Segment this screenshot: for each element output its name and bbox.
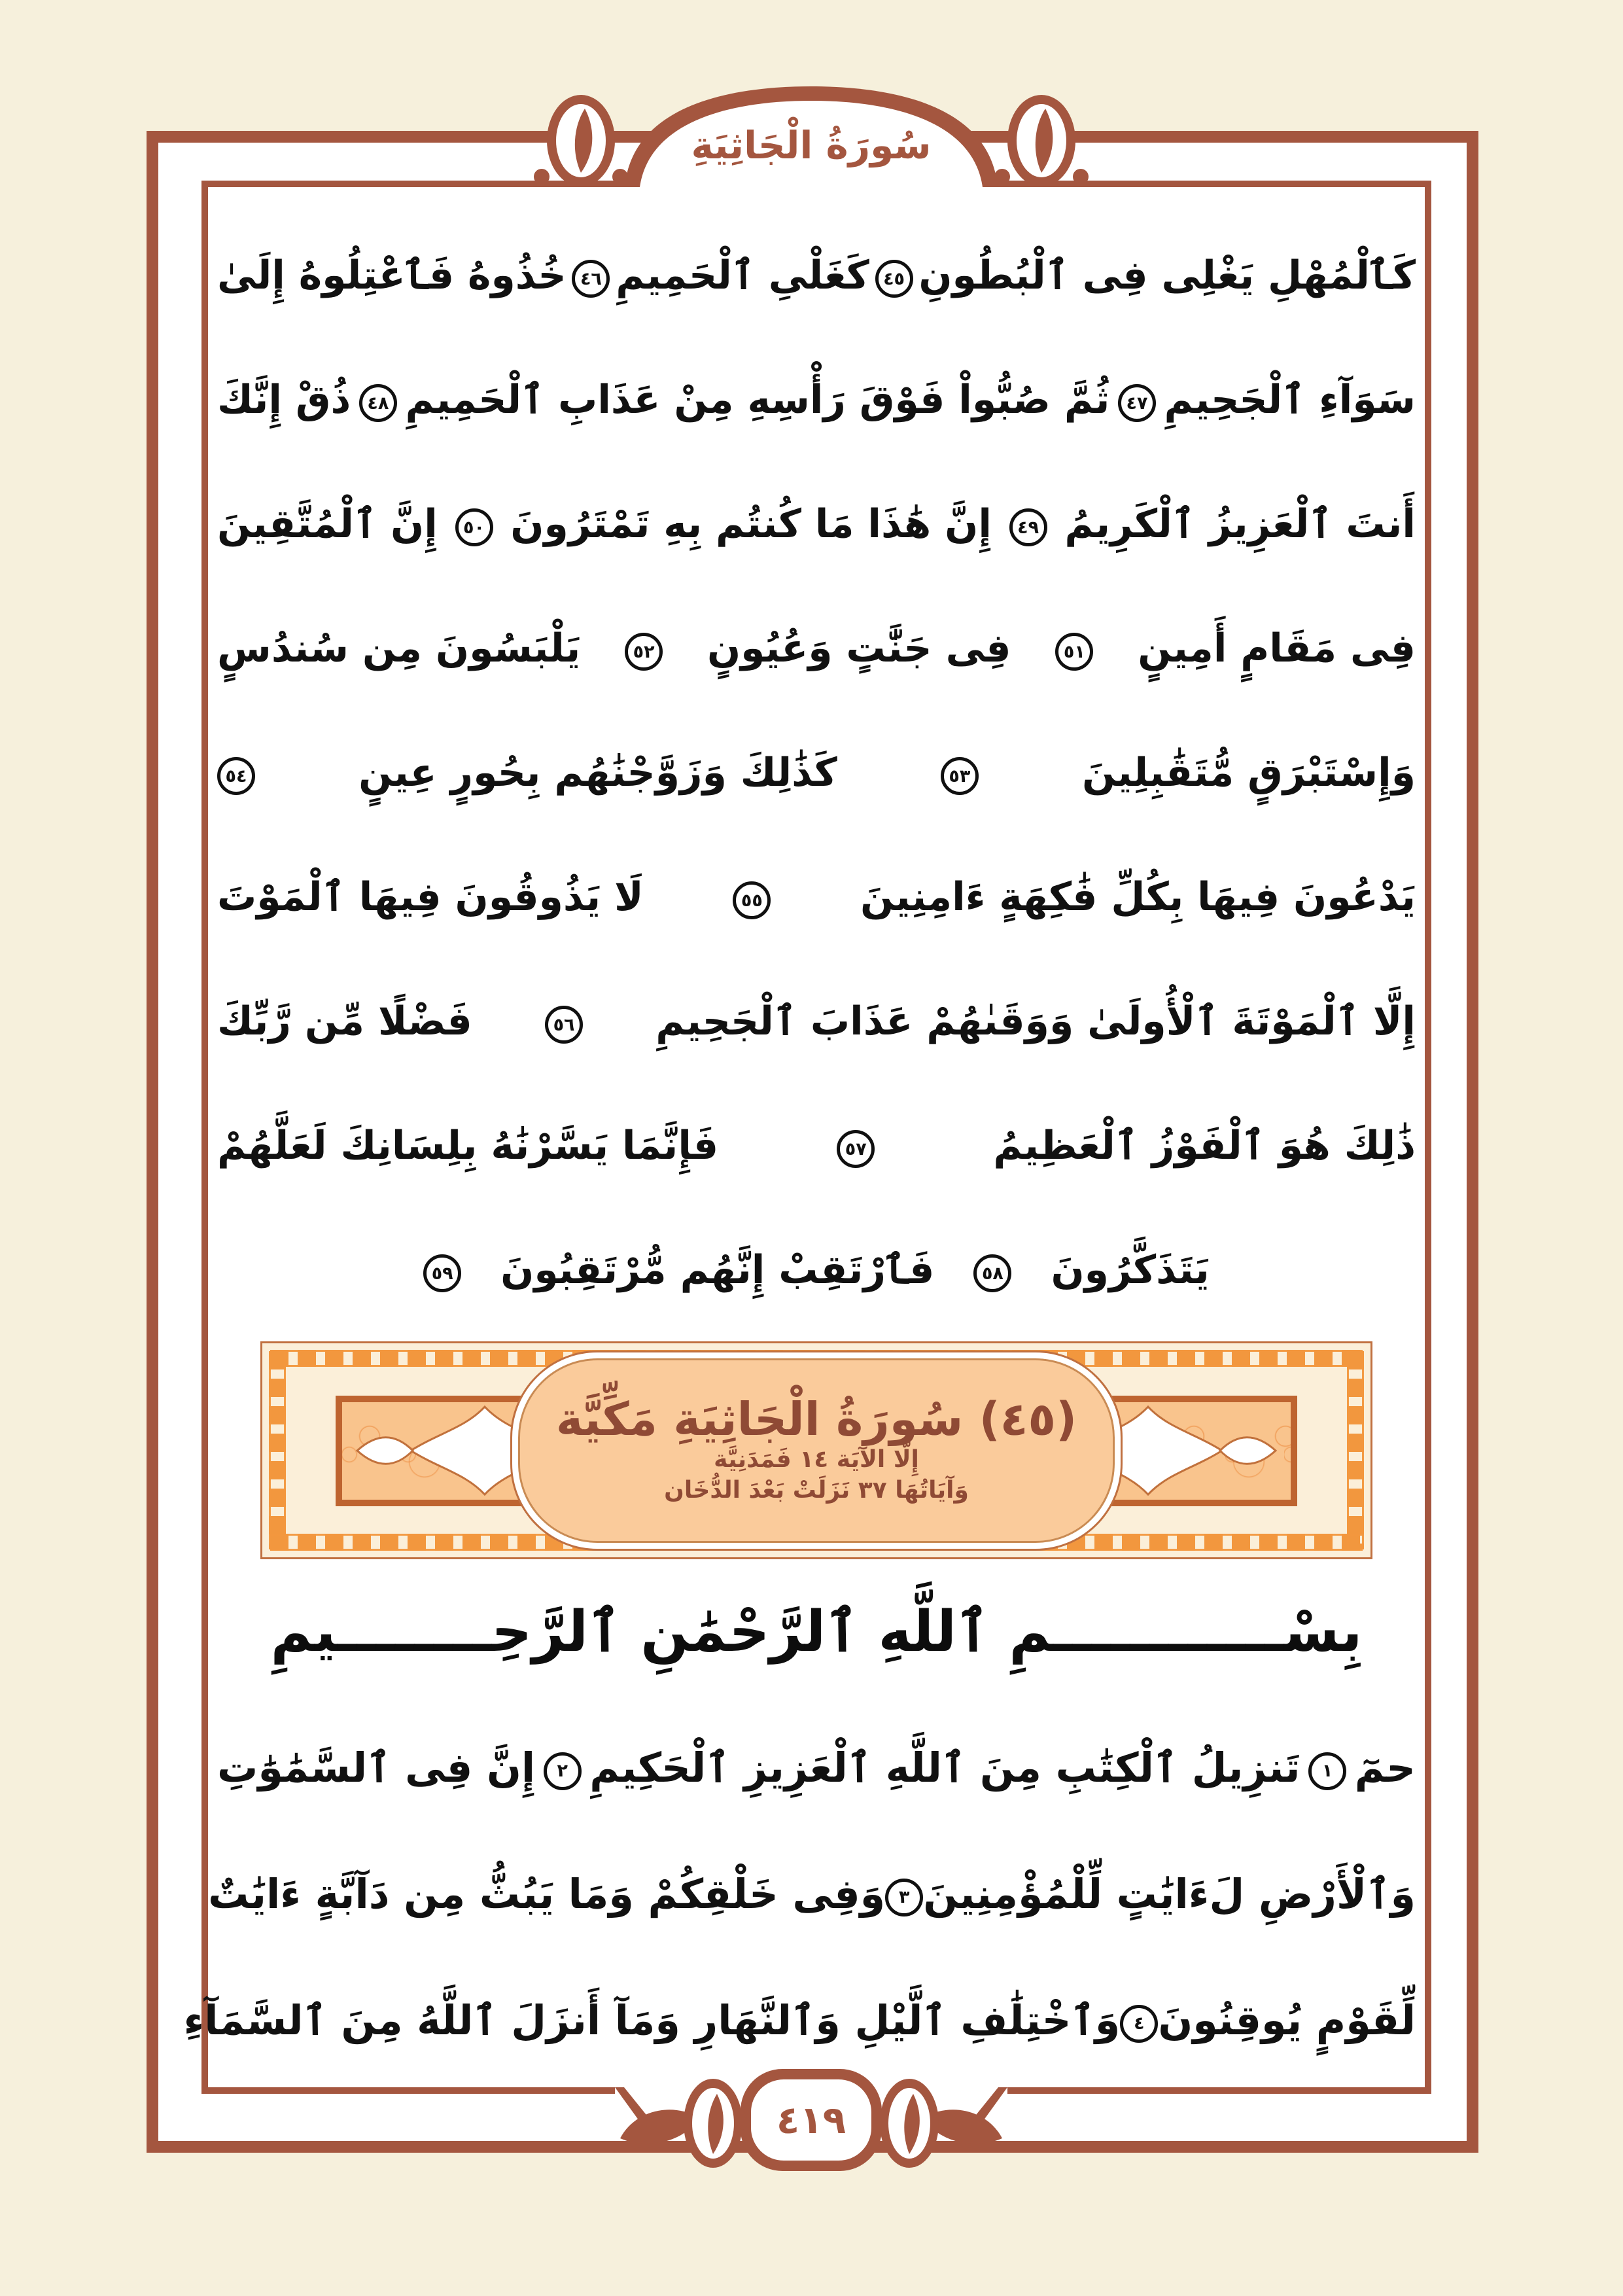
ayah-end-marker: ٤٩	[1009, 508, 1047, 546]
quran-line	[208, 338, 1425, 462]
ayah-end-marker: ٥٩	[423, 1254, 461, 1292]
ayah-end-marker: ٥١	[1055, 633, 1093, 671]
banner-chain-border-left	[269, 1351, 286, 1549]
ayah-end-marker: ٥٨	[973, 1254, 1011, 1292]
quran-text-segment: إِلَّا ٱلْمَوْتَةَ ٱلْأُولَىٰ وَوَقَىٰهُمْ عَذَابَ ٱلْجَحِيمِ	[655, 998, 1416, 1044]
bismillah: بِسْــــــــــــمِ ٱللَّهِ ٱلرَّحْمَٰنِ ٱلرَّحِــــــــيمِ	[270, 1599, 1363, 1665]
quran-line	[208, 711, 1425, 835]
quran-line	[208, 959, 1425, 1084]
ayah-end-marker: ٥٦	[545, 1006, 583, 1044]
quran-line	[208, 1084, 1425, 1208]
quran-text-segment: سَوَآءِ ٱلْجَحِيمِ	[1164, 377, 1416, 423]
quran-text-segment: ذَٰلِكَ هُوَ ٱلْفَوْزُ ٱلْعَظِيمُ	[993, 1123, 1416, 1169]
ayah-end-marker: ٤٥	[875, 260, 913, 298]
quran-text-segment: يَدْعُونَ فِيهَا بِكُلِّ فَٰكِهَةٍ ءَامِنِينَ	[860, 874, 1416, 920]
quran-text-segment: يَلْبَسُونَ مِن سُندُسٍ	[217, 626, 581, 671]
quran-line	[208, 1208, 1425, 1332]
quran-line	[208, 213, 1425, 338]
quran-lines-before-banner	[208, 213, 1425, 1332]
banner-ayah-count-note: وَآيَاتُهَا ٣٧ نَزَلَتْ بَعْدَ الدُّخَان	[664, 1477, 969, 1504]
page-number: ٤١٩	[776, 2098, 846, 2142]
ayah-end-marker: ٤	[1120, 2005, 1158, 2043]
quran-text-segment: إِنَّ فِى ٱلسَّمَٰوَٰتِ	[217, 1744, 536, 1792]
quran-text-segment: كَذَٰلِكَ وَزَوَّجْنَٰهُم بِحُورٍ عِينٍ	[358, 750, 837, 796]
quran-text-segment: حمٓ	[1354, 1744, 1416, 1792]
ayah-end-marker: ٥٧	[837, 1130, 875, 1168]
quran-text-segment: فَضْلًا مِّن رَّبِّكَ	[217, 998, 472, 1044]
quran-text-segment: فِى جَنَّٰتٍ وَعُيُونٍ	[707, 626, 1011, 671]
quran-text-segment: لَا يَذُوقُونَ فِيهَا ٱلْمَوْتَ	[217, 874, 644, 920]
ayah-end-marker: ٥٢	[625, 633, 663, 671]
quran-text-segment: كَغَلْىِ ٱلْحَمِيمِ	[616, 253, 869, 298]
quran-text-segment: كَٱلْمُهْلِ يَغْلِى فِى ٱلْبُطُونِ	[918, 253, 1416, 298]
surah-header-title: سُورَةُ الْجَاثِيَةِ	[691, 123, 932, 168]
quran-text-segment: أَنتَ ٱلْعَزِيزُ ٱلْكَرِيمُ	[1064, 501, 1416, 547]
quran-line	[208, 835, 1425, 959]
surah-banner	[260, 1341, 1372, 1559]
ayah-end-marker: ٥٥	[733, 881, 771, 919]
quran-text-segment: فَإِنَّمَا يَسَّرْنَٰهُ بِلِسَانِكَ لَعَلَّهُمْ	[217, 1123, 719, 1169]
quran-line	[208, 462, 1425, 586]
quran-line	[208, 1831, 1425, 1957]
quran-text-segment: يَتَذَكَّرُونَ	[1051, 1247, 1210, 1293]
quran-text-segment: إِنَّ ٱلْمُتَّقِينَ	[217, 501, 438, 547]
quran-line	[208, 586, 1425, 711]
ayah-end-marker: ٤٨	[359, 384, 397, 422]
quran-lines-after-banner	[183, 1704, 1425, 2083]
ayah-end-marker: ٢	[544, 1752, 582, 1790]
ayah-end-marker: ٥٤	[217, 757, 255, 795]
banner-chain-border-right	[1347, 1351, 1364, 1549]
quran-text-segment: وَٱلْأَرْضِ لَءَايَٰتٍ لِّلْمُؤْمِنِينَ	[923, 1870, 1416, 1918]
banner-revelation-note: إِلَّا الآيَة ١٤ فَمَدَنِيَّة	[714, 1446, 919, 1474]
ayah-end-marker: ٤٦	[572, 260, 610, 298]
banner-cartouche	[512, 1352, 1121, 1549]
quran-text-segment: فِى مَقَامٍ أَمِينٍ	[1138, 626, 1416, 671]
ayah-end-marker: ٥٣	[941, 757, 979, 795]
quran-text-segment: ذُقْ إِنَّكَ	[217, 377, 351, 423]
quran-text-segment: وَٱخْتِلَٰفِ ٱلَّيْلِ وَٱلنَّهَارِ وَمَآ أَنزَلَ ٱللَّهُ مِنَ ٱلسَّمَآءِ	[183, 1996, 1121, 2044]
quran-text-segment: وَفِى خَلْقِكُمْ وَمَا يَبُثُّ مِن دَآبَّةٍ ءَايَٰتٌ	[208, 1870, 886, 1918]
quran-text-segment: لِّقَوْمٍ يُوقِنُونَ	[1158, 1996, 1416, 2044]
quran-text-segment: إِنَّ هَٰذَا مَا كُنتُم بِهِ تَمْتَرُونَ	[510, 501, 992, 547]
quran-text-segment: ثُمَّ صُبُّواْ فَوْقَ رَأْسِهِ مِنْ عَذَابِ ٱلْحَمِيمِ	[405, 377, 1110, 423]
quran-text-segment: فَٱرْتَقِبْ إِنَّهُم مُّرْتَقِبُونَ	[500, 1247, 935, 1293]
ayah-end-marker: ١	[1308, 1752, 1346, 1790]
quran-text-segment: تَنزِيلُ ٱلْكِتَٰبِ مِنَ ٱللَّهِ ٱلْعَزِيزِ ٱلْحَكِيمِ	[589, 1744, 1300, 1792]
banner-surah-title: (٤٥) سُورَةُ الْجَاثِيَةِ مَكِّيَّة	[555, 1392, 1077, 1447]
quran-text-area	[183, 187, 1425, 2087]
quran-text-segment: خُذُوهُ فَٱعْتِلُوهُ إِلَىٰ	[217, 253, 567, 298]
ayah-end-marker: ٥٠	[455, 508, 493, 546]
quran-line	[208, 1704, 1425, 1831]
ayah-end-marker: ٤٧	[1118, 384, 1156, 422]
quran-text-segment: وَإِسْتَبْرَقٍ مُّتَقَٰبِلِينَ	[1082, 750, 1416, 796]
ayah-end-marker: ٣	[885, 1879, 923, 1916]
